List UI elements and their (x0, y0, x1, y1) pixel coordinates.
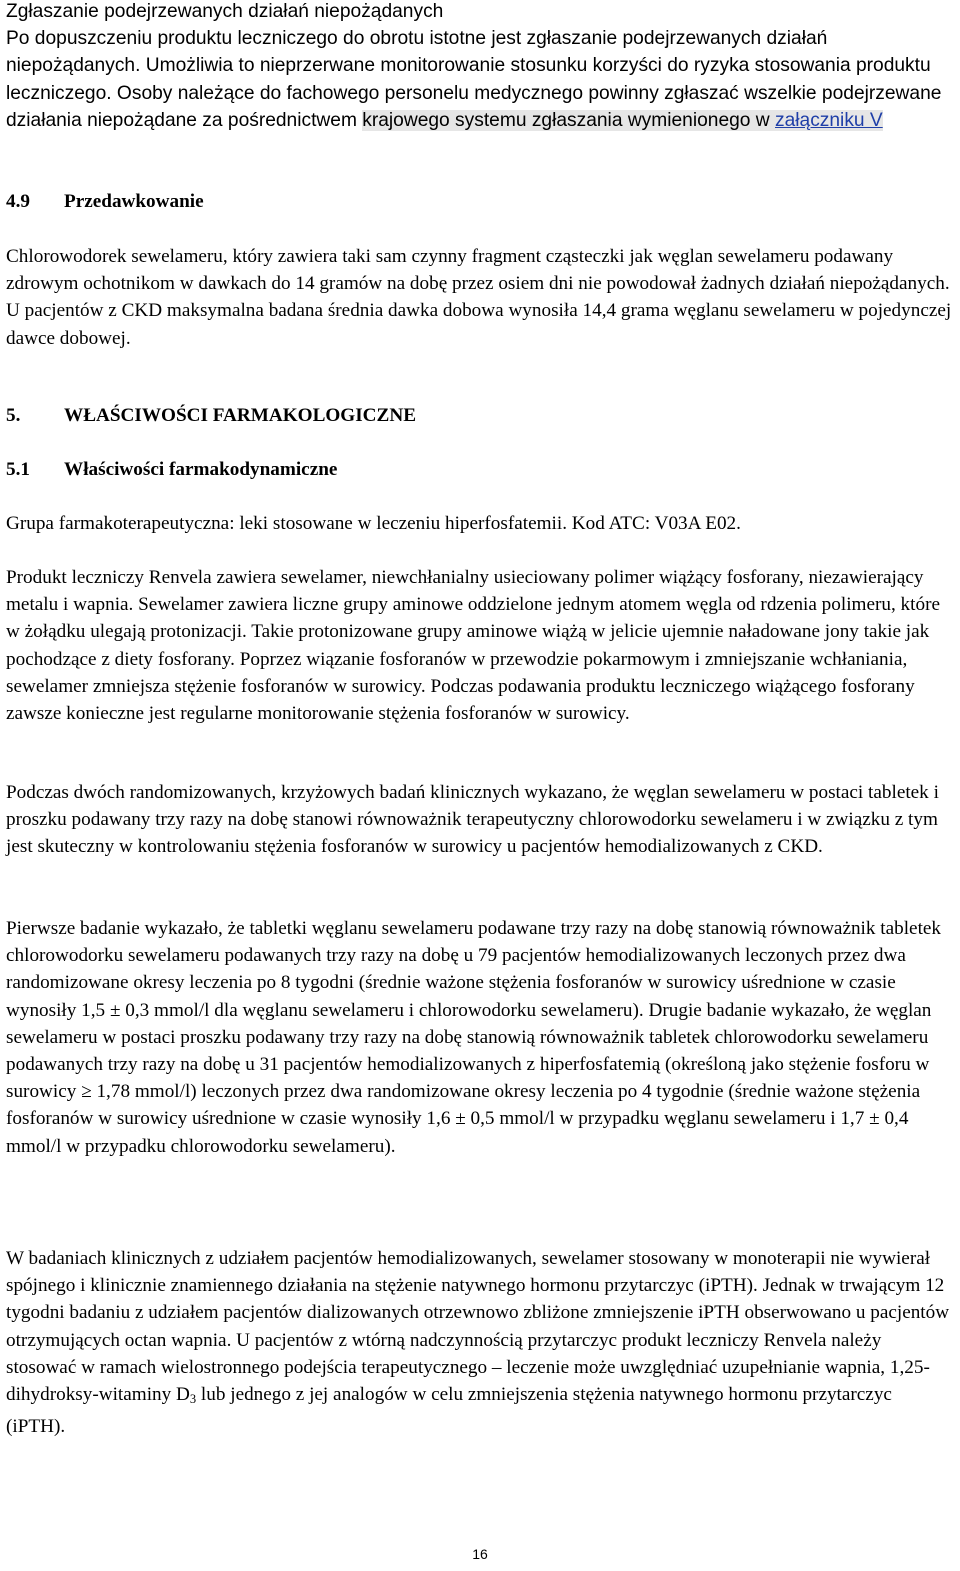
ipth-paragraph (6, 1245, 954, 1440)
section-5-heading (6, 402, 416, 429)
section-title: WŁAŚCIWOŚCI FARMAKOLOGICZNE (64, 405, 416, 426)
ipth-text-end: lub jednego z jej analogów w celu zmniejszenia stężenia natywnego hormonu przytarczyc (iPTH). (6, 1384, 892, 1438)
reporting-highlight: krajowego systemu zgłaszania wymienionego w (362, 109, 775, 131)
annex-v-link[interactable]: załączniku V (775, 109, 883, 131)
atc-paragraph: Grupa farmakoterapeutyczna: leki stosowane w leczeniu hiperfosfatemii. Kod ATC: V03A E02. (6, 513, 741, 534)
reporting-block (6, 0, 954, 134)
section-number: 5. (6, 405, 21, 426)
section-5-1-heading (6, 456, 337, 483)
reporting-text: Po dopuszczeniu produktu leczniczego do obrotu istotne jest zgłaszanie podejrzewanych działań niepożądanych. Umożliwia to nieprzerwane monitorowanie stosunku korzyści do ryzyka stosowania produktu leczniczego. (6, 28, 931, 104)
section-title: Właściwości farmakodynamiczne (64, 459, 338, 480)
mechanism-paragraph: Produkt leczniczy Renvela zawiera sewelamer, niewchłanialny usieciowany polimer wiążący fosforany, niezawierający metalu i wapnia. Sewelamer zawiera liczne grupy aminowe oddzielone jednym atomem węgla od rdzenia polimeru, które w żołądku ulegają protonizacji. Takie protonizowane grupy aminowe wiążą w jelicie ujemnie naładowane jony takie jak pochodzące z diety fosforany. Poprzez wiązanie fosforanów w przewodzie pokarmowym i zmniejszanie wchłaniania, sewelamer zmniejsza stężenie fosforanów w surowicy. Podczas podawania produktu leczniczego wiążącego fosforany zawsze konieczne jest regularne monitorowanie stężenia fosforanów w surowicy. (6, 567, 940, 725)
section-title: Przedawkowanie (64, 191, 204, 212)
reporting-title: Zgłaszanie podejrzewanych działań niepożądanych (6, 1, 444, 22)
reporting-text-2: Osoby należące do fachowego personelu medycznego powinny zgłaszać wszelkie podejrzewane działania niepożądane za pośrednictwem (6, 82, 942, 131)
section-number: 4.9 (6, 191, 30, 212)
studies-paragraph: Pierwsze badanie wykazało, że tabletki węglanu sewelameru podawane trzy razy na dobę stanowią równoważnik tabletek chlorowodorku sewelameru podawanych trzy razy na dobę u 79 pacjentów hemodializowanych leczonych przez dwa randomizowane okresy leczenia po 8 tygodni (średnie ważone stężenia fosforanów w surowicy uśrednione w czasie wynosiły 1,5 ± 0,3 mmol/l dla węglanu sewelameru i chlorowodorku sewelameru). Drugie badanie wykazało, że węglan sewelameru w postaci proszku podawany trzy razy na dobę stanowią równoważnik tabletek chlorowodorku sewelameru podawanych trzy razy na dobę u 31 pacjentów hemodializowanych z hiperfosfatemią (określoną jako stężenie fosforu w surowicy ≥ 1,78 mmol/l) leczonych przez dwa randomizowane okresy leczenia po 4 tygodnie (średnie ważone stężenia fosforanów w surowicy uśrednione w czasie wynosiły 1,6 ± 0,5 mmol/l w przypadku węglanu sewelameru i 1,7 ± 0,4 mmol/l w przypadku chlorowodorku sewelameru). (6, 918, 942, 1157)
section-number: 5.1 (6, 459, 30, 480)
ipth-text: W badaniach klinicznych z udziałem pacjentów hemodializowanych, sewelamer stosowany w monoterapii nie wywierał spójnego i klinicznie znamiennego działania na stężenie natywnego hormonu przytarczyc (iPTH). Jednak w trwającym 12 tygodni badaniu z udziałem pacjentów dializowanych otrzewnowo zbliżone zmniejszenie iPTH obserwowano u pacjentów otrzymujących octan wapnia. U pacjentów z wtórną nadczynnością przytarczyc produkt leczniczy Renvela należy stosować w ramach wielostronnego podejścia terapeutycznego – leczenie może uwzględniać uzupełnianie wapnia, 1,25-dihydroksy-witaminy D (6, 1248, 950, 1406)
page-number: 16 (472, 1546, 488, 1562)
section-4-9-heading (6, 188, 204, 215)
overdose-paragraph: Chlorowodorek sewelameru, który zawiera taki sam czynny fragment cząsteczki jak węglan sewelameru podawany zdrowym ochotnikom w dawkach do 14 gramów na dobę przez osiem dni nie powodował żadnych działań niepożądanych. U pacjentów z CKD maksymalna badana średnia dawka dobowa wynosiła 14,4 grama węglanu sewelameru w pojedynczej dawce dobowej. (6, 246, 952, 349)
subscript: 3 (189, 1392, 197, 1407)
crossover-paragraph: Podczas dwóch randomizowanych, krzyżowych badań klinicznych wykazano, że węglan sewelameru w postaci tabletek i proszku podawany trzy razy na dobę stanowi równoważnik terapeutyczny chlorowodorku sewelameru i w związku z tym jest skuteczny w kontrolowaniu stężenia fosforanów w surowicy u pacjentów hemodializowanych z CKD. (6, 782, 939, 858)
